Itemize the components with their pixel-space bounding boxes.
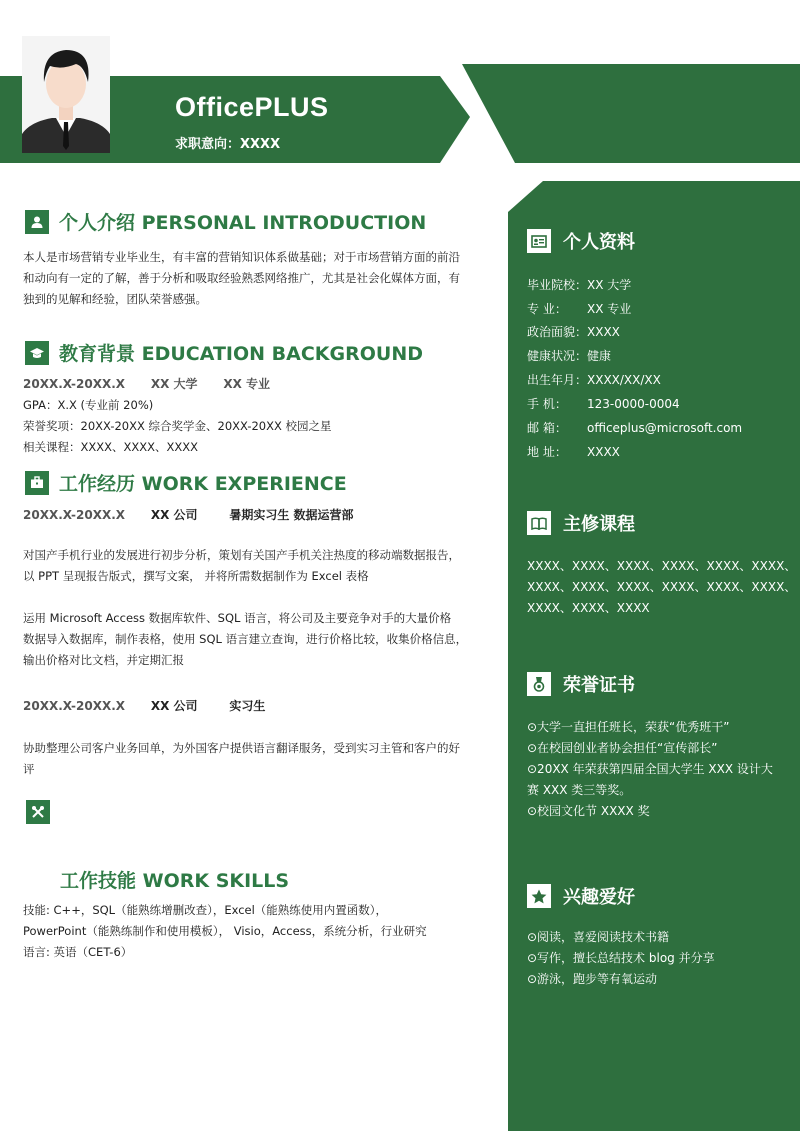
hobby-item: ⊙写作，擅长总结技术 blog 并分享 — [527, 951, 715, 965]
job-company: XX 公司 — [150, 699, 198, 713]
profile-label: 地 址： — [527, 445, 567, 459]
tools-icon — [26, 800, 50, 824]
honor-item: ⊙20XX 年荣获第四届全国大学生 XXX 设计大 — [527, 762, 773, 776]
courses-title: 主修课程 — [563, 514, 635, 535]
graduation-cap-icon — [25, 341, 49, 365]
job-desc-line: 输出价格对比文档，并定期汇报 — [23, 653, 184, 667]
profile-item — [527, 276, 631, 293]
job-header-row — [23, 506, 354, 523]
job-role: 实习生 — [229, 699, 266, 713]
profile-value: officeplus@microsoft.com — [587, 421, 743, 435]
profile-label: 健康状况： — [527, 349, 588, 363]
profile-title: 个人资料 — [563, 232, 635, 253]
profile-item — [527, 323, 620, 340]
applicant-name: OfficePLUS — [175, 92, 329, 122]
profile-value: 123-0000-0004 — [587, 397, 680, 411]
job-header-row — [23, 697, 265, 714]
honor-item: ⊙大学一直担任班长，荣获“优秀班干” — [527, 720, 730, 734]
education-title: 教育背景 EDUCATION BACKGROUND — [59, 343, 423, 365]
profile-item — [527, 300, 631, 317]
profile-value: 健康 — [587, 349, 612, 363]
skills-line: 技能: C++，SQL（能熟练增删改查），Excel（能熟练使用内置函数）， — [23, 903, 388, 917]
honor-item: 赛 XXX 类三等奖。 — [527, 783, 632, 797]
job-description — [23, 738, 493, 780]
book-icon — [527, 511, 551, 535]
profile-label: 专 业： — [527, 302, 567, 316]
education-gpa: GPA：X.X (专业前 20%) — [23, 398, 154, 412]
job-intention: 求职意向：XXXX — [175, 137, 281, 152]
profile-section-title — [527, 228, 635, 254]
profile-value: XXXX/XX/XX — [587, 373, 661, 387]
profile-item — [527, 395, 680, 412]
job-desc-line: 数据导入数据库，制作表格，使用 SQL 语言建立查询，进行价格比较，收集价格信息， — [23, 632, 468, 646]
skills-line: PowerPoint（能熟练制作和使用模板）， Visio，Access，系统分析，行业研究 — [23, 924, 427, 938]
profile-label: 毕业院校： — [527, 278, 588, 292]
profile-label: 出生年月： — [527, 373, 588, 387]
education-section-title — [25, 339, 423, 366]
briefcase-icon — [25, 471, 49, 495]
skills-line: 语言: 英语（CET-6） — [23, 945, 133, 959]
job-company: XX 公司 — [150, 508, 198, 522]
work-title: 工作经历 WORK EXPERIENCE — [59, 473, 347, 495]
job-period: 20XX.X-20XX.X — [23, 699, 126, 713]
profile-item — [527, 443, 620, 460]
profile-value: XXXX — [587, 445, 620, 459]
job-desc-line: 评 — [23, 762, 35, 776]
education-header-row — [23, 375, 270, 392]
hobbies-title: 兴趣爱好 — [563, 887, 635, 908]
job-period: 20XX.X-20XX.X — [23, 508, 126, 522]
hobby-item: ⊙游泳，跑步等有氧运动 — [527, 972, 658, 986]
id-card-icon — [527, 229, 551, 253]
intro-section-title — [25, 208, 426, 235]
intro-line: 本人是市场营销专业毕业生，有丰富的营销知识体系做基础；对于市场营销方面的前沿 — [23, 250, 460, 264]
work-section-title — [25, 469, 347, 496]
education-major: XX 专业 — [223, 377, 271, 391]
job-desc-line: 协助整理公司客户业务回单，为外国客户提供语言翻译服务，受到实习主管和客户的好 — [23, 741, 460, 755]
education-period: 20XX.X-20XX.X — [23, 377, 126, 391]
intro-line: 和动向有一定的了解，善于分析和吸取经验熟悉网络推广，尤其是社会化媒体方面，有 — [23, 271, 460, 285]
profile-value: XX 专业 — [587, 302, 632, 316]
honors-section-title — [527, 671, 635, 697]
profile-item — [527, 419, 742, 436]
education-courses: 相关课程：XXXX、XXXX、XXXX — [23, 440, 199, 454]
intro-text — [23, 247, 493, 310]
star-icon — [527, 884, 551, 908]
avatar — [22, 36, 110, 153]
courses-line: XXXX、XXXX、XXXX、XXXX、XXXX、XXXX、 — [527, 580, 797, 594]
hobbies-section-title — [527, 883, 635, 909]
intro-line: 独到的见解和经验，团队荣誉感强。 — [23, 292, 207, 306]
job-description — [23, 608, 493, 671]
job-description — [23, 545, 493, 587]
medal-icon — [527, 672, 551, 696]
honor-item: ⊙在校园创业者协会担任“宣传部长” — [527, 741, 718, 755]
courses-line: XXXX、XXXX、XXXX、XXXX、XXXX、XXXX、 — [527, 559, 797, 573]
courses-section-title — [527, 510, 635, 536]
profile-item — [527, 371, 661, 388]
honors-title: 荣誉证书 — [563, 675, 635, 696]
profile-label: 邮 箱： — [527, 421, 567, 435]
profile-item — [527, 347, 611, 364]
job-desc-line: 以 PPT 呈现报告版式，撰写文案， 并将所需数据制作为 Excel 表格 — [23, 569, 369, 583]
job-desc-line: 运用 Microsoft Access 数据库软件、SQL 语言，将公司及主要竞争对手的大量价格 — [23, 611, 452, 625]
job-role: 暑期实习生 数据运营部 — [229, 508, 354, 522]
person-icon — [25, 210, 49, 234]
profile-value: XX 大学 — [587, 278, 632, 292]
courses-line: XXXX、XXXX、XXXX — [527, 601, 650, 615]
profile-label: 手 机： — [527, 397, 567, 411]
profile-value: XXXX — [587, 325, 620, 339]
profile-label: 政治面貌： — [527, 325, 588, 339]
education-honors: 荣誉奖项：20XX-20XX 综合奖学金、20XX-20XX 校园之星 — [23, 419, 332, 433]
intro-title: 个人介绍 PERSONAL INTRODUCTION — [59, 212, 427, 234]
honor-item: ⊙校园文化节 XXXX 奖 — [527, 804, 650, 818]
job-desc-line: 对国产手机行业的发展进行初步分析，策划有关国产手机关注热度的移动端数据报告， — [23, 548, 460, 562]
hobby-item: ⊙阅读，喜爱阅读技术书籍 — [527, 930, 670, 944]
skills-title: 工作技能 WORK SKILLS — [60, 870, 290, 892]
education-school: XX 大学 — [150, 377, 198, 391]
